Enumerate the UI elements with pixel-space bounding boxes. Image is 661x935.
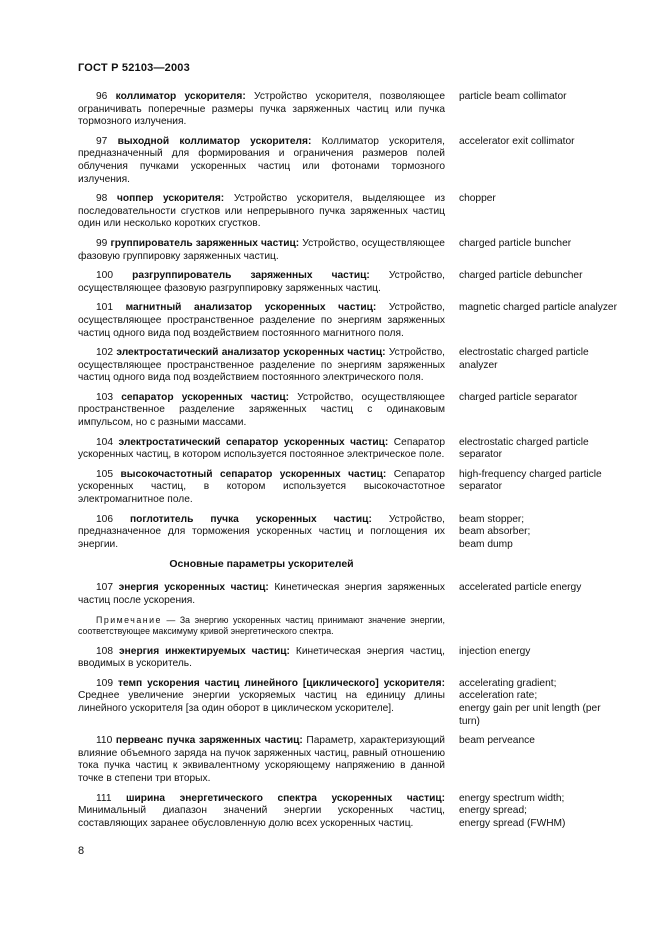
term-definition — [78, 270, 445, 295]
term-entry-107 — [78, 582, 618, 607]
term-entry-105 — [78, 469, 618, 507]
term-name: ширина энергетического спектра ускоренных частиц: — [126, 792, 445, 804]
term-name: высокочастотный сепаратор ускоренных частиц: — [120, 468, 387, 480]
term-number: 98 — [96, 193, 108, 205]
term-entry-110 — [78, 735, 618, 785]
english-equivalent: beam absorber; — [459, 526, 531, 538]
term-entry-101 — [78, 302, 618, 340]
term-name: энергия ускоренных частиц: — [118, 582, 269, 594]
term-entry-106 — [78, 514, 618, 552]
term-definition — [78, 238, 445, 263]
page-number: 8 — [78, 845, 85, 857]
english-equivalent: energy gain per unit length (per turn) — [459, 702, 601, 727]
term-text: Устройство, осуществляющее фазовую разгруппировку заряженных частиц. — [78, 270, 445, 294]
term-name: разгруппирователь заряженных частиц: — [132, 270, 370, 282]
term-text: Среднее увеличение энергии ускоряемых частиц на единицу длины линейного ускорителя [за один оборот в циклическом ускорителе]. — [78, 690, 445, 714]
page-header: ГОСТ Р 52103—2003 — [78, 62, 190, 74]
term-definition — [78, 646, 445, 671]
english-equivalent: energy spectrum width; — [459, 792, 565, 804]
term-definition — [78, 437, 445, 462]
term-list — [78, 91, 618, 837]
term-english — [459, 469, 618, 507]
english-equivalent: charged particle debuncher — [459, 270, 583, 282]
term-number: 100 — [96, 270, 113, 282]
term-english — [459, 735, 618, 785]
term-entry-97 — [78, 136, 618, 186]
entries-after — [78, 646, 618, 831]
term-english — [459, 793, 618, 831]
term-english — [459, 193, 618, 231]
entries-before — [78, 91, 618, 551]
term-number: 106 — [96, 513, 113, 525]
english-equivalent: acceleration rate; — [459, 690, 538, 702]
term-name: энергия инжектируемых частиц: — [119, 645, 290, 657]
term-name: электростатический анализатор ускоренных частиц: — [116, 347, 386, 359]
english-equivalent: accelerator exit collimator — [459, 135, 575, 147]
term-number: 110 — [96, 735, 113, 747]
term-name: чоппер ускорителя: — [117, 193, 225, 205]
term-number: 105 — [96, 468, 113, 480]
english-equivalent: charged particle buncher — [459, 237, 572, 249]
term-text: Устройство ускорителя, позволяющее ограничивать поперечные размеры пучка заряженных частиц или пучка тормозного излучения. — [78, 91, 445, 128]
term-definition — [78, 514, 445, 552]
term-number: 102 — [96, 347, 113, 359]
english-equivalent: high-frequency charged particle separator — [459, 468, 602, 493]
term-number: 104 — [96, 436, 113, 448]
term-name: темп ускорения частиц линейного [циклического] ускорителя: — [117, 677, 445, 689]
term-english — [459, 136, 618, 186]
term-definition — [78, 582, 445, 607]
term-text: Устройство, осуществляющее пространственное разделение по энергиям заряженных частиц одного вида под воздействием постоянного магнитного поля. — [78, 302, 445, 339]
term-text: Устройство, предназначенное для торможения ускоренных частиц и поглощения их энергии. — [78, 513, 445, 550]
english-equivalent: electrostatic charged particle separator — [459, 436, 589, 461]
term-entry-111 — [78, 793, 618, 831]
english-equivalent: chopper — [459, 193, 496, 205]
term-english — [459, 646, 618, 671]
english-equivalent: magnetic charged particle analyzer — [459, 302, 617, 314]
term-entry-96 — [78, 91, 618, 129]
term-definition — [78, 193, 445, 231]
term-english — [459, 91, 618, 129]
term-english — [459, 437, 618, 462]
term-text: Кинетическая энергия заряженных частиц после ускорения. — [78, 582, 445, 606]
term-english — [459, 514, 618, 552]
term-english — [459, 238, 618, 263]
note-text: — За энергию ускоренных частиц принимают значение энергии, соответствующее максимуму кривой энергетического спектра. — [78, 614, 445, 636]
term-text: Коллиматор ускорителя, предназначенный для формирования и ограничения размеров полей облучения пучками ускоренных частиц или фотонами тормозного излучения. — [78, 135, 445, 185]
term-text: Устройство, осуществляющее пространственное разделение по энергиям заряженных частиц одного вида под воздействием постоянного электрического поля. — [78, 347, 445, 384]
term-entry-99 — [78, 238, 618, 263]
term-entry-108 — [78, 646, 618, 671]
english-equivalent: accelerated particle energy — [459, 582, 582, 594]
term-entry-109 — [78, 678, 618, 728]
term-name: выходной коллиматор ускорителя: — [117, 135, 312, 147]
term-name: магнитный анализатор ускоренных частиц: — [125, 302, 377, 314]
term-entry-100 — [78, 270, 618, 295]
term-english — [459, 582, 618, 607]
english-equivalent: particle beam collimator — [459, 91, 567, 102]
english-equivalent: energy spread (FWHM) — [459, 817, 566, 829]
term-number: 103 — [96, 391, 113, 403]
term-number: 109 — [96, 677, 113, 689]
term-english — [459, 678, 618, 728]
term-definition — [78, 302, 445, 340]
term-definition — [78, 469, 445, 507]
term-number: 99 — [96, 237, 108, 249]
term-text: Сепаратор ускоренных частиц, в котором используется высокочастотное электромагнитное поле. — [78, 468, 445, 506]
term-text: Параметр, характеризующий влияние объемного заряда на пучок заряженных частиц, равный отношению тока пучка частиц к эквивалентному ускоряющему напряжению в данной точке в степени три вторых. — [78, 735, 445, 784]
term-entry-104 — [78, 437, 618, 462]
note-label: Примечание — [96, 614, 162, 625]
term-definition — [78, 91, 445, 129]
term-text: Сепаратор ускоренных частиц, в котором используется постоянное электрическое поле. — [78, 436, 445, 461]
term-definition — [78, 793, 445, 831]
term-english — [459, 270, 618, 295]
term-number: 101 — [96, 302, 113, 314]
term-number: 111 — [96, 792, 112, 804]
term-name: поглотитель пучка ускоренных частиц: — [130, 513, 372, 525]
english-equivalent: beam perveance — [459, 735, 535, 747]
term-definition — [78, 735, 445, 785]
term-name: коллиматор ускорителя: — [115, 91, 246, 102]
english-equivalent: accelerating gradient; — [459, 677, 557, 689]
english-equivalent: beam dump — [459, 538, 513, 550]
term-number: 96 — [96, 91, 108, 102]
term-definition — [78, 136, 445, 186]
term-definition — [78, 392, 445, 430]
term-definition — [78, 678, 445, 728]
section-heading: Основные параметры ускорителей — [169, 558, 354, 571]
term-text: Устройство, осуществляющее пространственное разделение заряженных частиц с одинаковым импульсом, но с разными массами. — [78, 391, 445, 429]
english-equivalent: injection energy — [459, 645, 531, 657]
term-english — [459, 392, 618, 430]
term-text: Кинетическая энергия частиц, вводимых в ускоритель. — [78, 645, 445, 670]
term-definition — [78, 347, 445, 385]
term-text: Устройство, осуществляющее фазовую группировку заряженных частиц. — [78, 237, 445, 262]
term-entry-102 — [78, 347, 618, 385]
term-number: 97 — [96, 135, 108, 147]
term-entry-98 — [78, 193, 618, 231]
term-name: электростатический сепаратор ускоренных частиц: — [118, 436, 389, 448]
term-name: сепаратор ускоренных частиц: — [121, 391, 289, 403]
term-english — [459, 347, 618, 385]
term-name: группирователь заряженных частиц: — [110, 237, 300, 249]
english-equivalent: charged particle separator — [459, 391, 578, 403]
term-text: Устройство ускорителя, выделяющее из последовательности сгустков или непрерывного пучка заряженных частиц один или несколько коротких сгустков. — [78, 193, 445, 230]
term-number: 107 — [96, 582, 113, 594]
term-number: 108 — [96, 645, 113, 657]
english-equivalent: beam stopper; — [459, 513, 525, 525]
english-equivalent: energy spread; — [459, 805, 527, 817]
english-equivalent: electrostatic charged particle analyzer — [459, 347, 589, 371]
note — [78, 615, 445, 637]
term-english — [459, 302, 618, 340]
term-entry-103 — [78, 392, 618, 430]
term-name: первеанс пучка заряженных частиц: — [115, 735, 303, 747]
term-text: Минимальный диапазон значений энергии ускоренных частиц, составляющих заранее обусловленную долю всех ускоренных частиц. — [78, 805, 445, 829]
